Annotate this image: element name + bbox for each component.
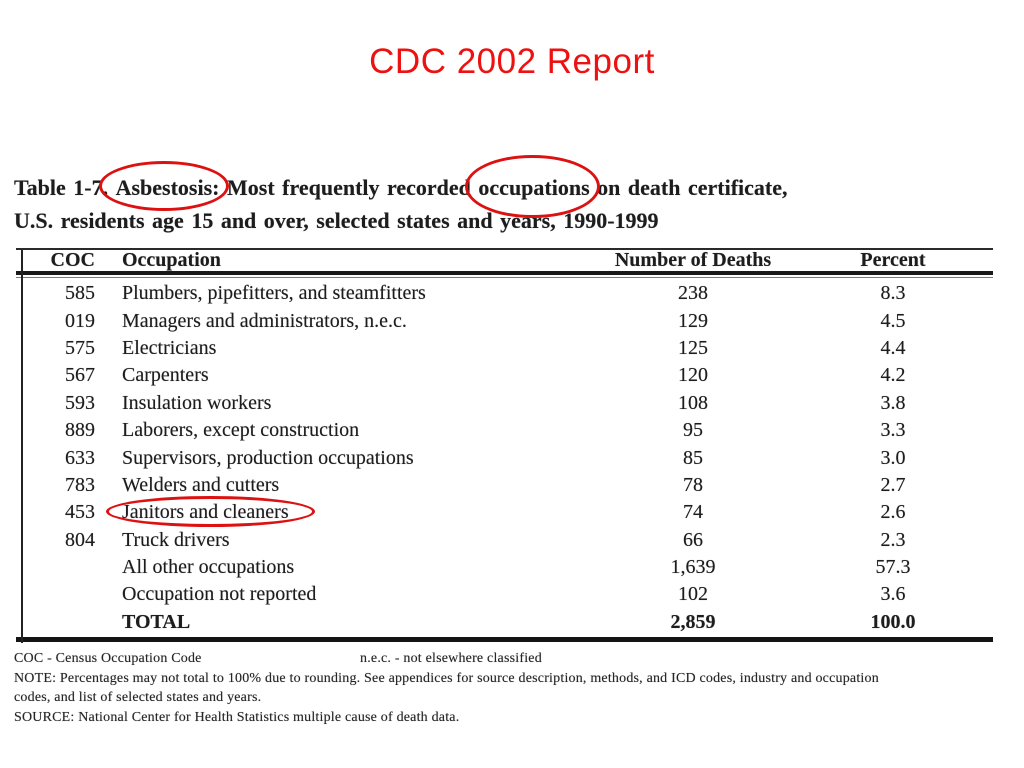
- caption-text: Most frequently recorded: [219, 175, 471, 200]
- caption-circled-text: occupations: [478, 175, 590, 200]
- deaths-cell: 108: [678, 391, 708, 414]
- occupation-text: Janitors and cleaners: [122, 501, 289, 524]
- coc-cell: 633: [65, 446, 95, 469]
- deaths-cell: 85: [683, 446, 703, 469]
- percent-cell: 57.3: [875, 556, 911, 579]
- occupation-cell: Plumbers, pipefitters, and steamfitters: [122, 282, 426, 305]
- percent-cell: 2.3: [880, 528, 906, 551]
- caption-text: Table 1-7.: [14, 175, 109, 200]
- caption-circled-text: Asbestosis:: [115, 175, 220, 200]
- table-row: [16, 472, 993, 499]
- caption-text: on death certificate,: [597, 175, 788, 200]
- table-row: [16, 307, 993, 334]
- percent-cell: 4.2: [880, 364, 906, 387]
- coc-cell: 575: [65, 336, 95, 359]
- table-bottom-rule: [16, 637, 993, 642]
- occupation-cell: Truck drivers: [122, 528, 230, 551]
- percent-cell: 4.4: [880, 336, 906, 359]
- deaths-cell: 66: [683, 528, 703, 551]
- footnote-note-line-2: codes, and list of selected states and years.: [14, 690, 262, 705]
- table-header-row: [16, 250, 993, 275]
- percent-cell: 2.6: [880, 501, 906, 524]
- percent-cell: 100.0: [870, 610, 916, 633]
- coc-cell: 585: [65, 282, 95, 305]
- occupation-cell: All other occupations: [122, 556, 295, 579]
- footnote-definitions: [14, 649, 999, 669]
- data-table: [16, 248, 993, 642]
- percent-cell: 3.0: [880, 446, 906, 469]
- percent-cell: 8.3: [880, 282, 906, 305]
- circled-word-occupations: [478, 171, 589, 204]
- percent-cell: 4.5: [880, 309, 906, 332]
- percent-cell: 3.8: [880, 391, 906, 414]
- percent-cell: 3.3: [880, 419, 906, 442]
- occupation-cell: Laborers, except construction: [122, 419, 360, 442]
- circled-occupation: [122, 501, 289, 524]
- percent-cell: 2.7: [880, 473, 906, 496]
- circled-word-asbestosis: [116, 171, 220, 204]
- column-header-deaths: Number of Deaths: [614, 249, 772, 271]
- deaths-cell: 238: [678, 282, 708, 305]
- table-caption: [14, 171, 999, 237]
- coc-cell: 567: [65, 364, 95, 387]
- table-row: [16, 335, 993, 362]
- table-rows: [16, 278, 993, 636]
- occupation-cell: Carpenters: [122, 364, 209, 387]
- coc-cell: 453: [65, 501, 95, 524]
- column-header-coc: COC: [50, 249, 95, 271]
- coc-cell: 593: [65, 391, 95, 414]
- deaths-cell: 1,639: [670, 556, 716, 579]
- coc-cell: 783: [65, 473, 95, 496]
- caption-line-1: [14, 171, 999, 204]
- table-row: [16, 581, 993, 608]
- occupation-cell: Electricians: [122, 336, 217, 359]
- table-row: [16, 362, 993, 389]
- coc-cell: 019: [65, 309, 95, 332]
- deaths-cell: 78: [683, 473, 703, 496]
- occupation-cell: TOTAL: [122, 610, 191, 633]
- deaths-cell: 120: [678, 364, 708, 387]
- coc-cell: 804: [65, 528, 95, 551]
- deaths-cell: 74: [683, 501, 703, 524]
- footnote-coc-definition: COC - Census Occupation Code: [14, 651, 202, 666]
- percent-cell: 3.6: [880, 583, 906, 606]
- footnote-source: SOURCE: National Center for Health Statistics multiple cause of death data.: [14, 709, 460, 725]
- caption-line-2: U.S. residents age 15 and over, selected states and years, 1990-1999: [14, 208, 659, 233]
- table-row: [16, 499, 993, 526]
- occupation-cell: Occupation not reported: [122, 583, 317, 606]
- table-row: [16, 390, 993, 417]
- occupation-cell: [95, 501, 593, 524]
- occupation-cell: Supervisors, production occupations: [122, 446, 414, 469]
- page-title: CDC 2002 Report: [369, 42, 655, 81]
- footnote-nec-definition: n.e.c. - not elsewhere classified: [360, 651, 542, 666]
- coc-cell: 889: [65, 419, 95, 442]
- occupation-cell: Welders and cutters: [122, 473, 280, 496]
- table-row: [16, 554, 993, 581]
- table-row: [16, 609, 993, 636]
- deaths-cell: 2,859: [670, 610, 716, 633]
- table-row: [16, 417, 993, 444]
- column-header-percent: Percent: [860, 249, 926, 271]
- deaths-cell: 125: [678, 336, 708, 359]
- deaths-cell: 129: [678, 309, 708, 332]
- occupation-cell: Managers and administrators, n.e.c.: [122, 309, 407, 332]
- occupation-cell: Insulation workers: [122, 391, 272, 414]
- table-left-rule: [21, 250, 23, 643]
- deaths-cell: 102: [678, 583, 708, 606]
- footnote-note-line-1: NOTE: Percentages may not total to 100% due to rounding. See appendices for source description, methods, and ICD codes, industry and occupation: [14, 670, 879, 686]
- table-row: [16, 527, 993, 554]
- column-header-occupation: Occupation: [122, 249, 221, 271]
- deaths-cell: 95: [683, 419, 703, 442]
- footnotes: [14, 649, 999, 727]
- table-row: [16, 280, 993, 307]
- table-row: [16, 444, 993, 471]
